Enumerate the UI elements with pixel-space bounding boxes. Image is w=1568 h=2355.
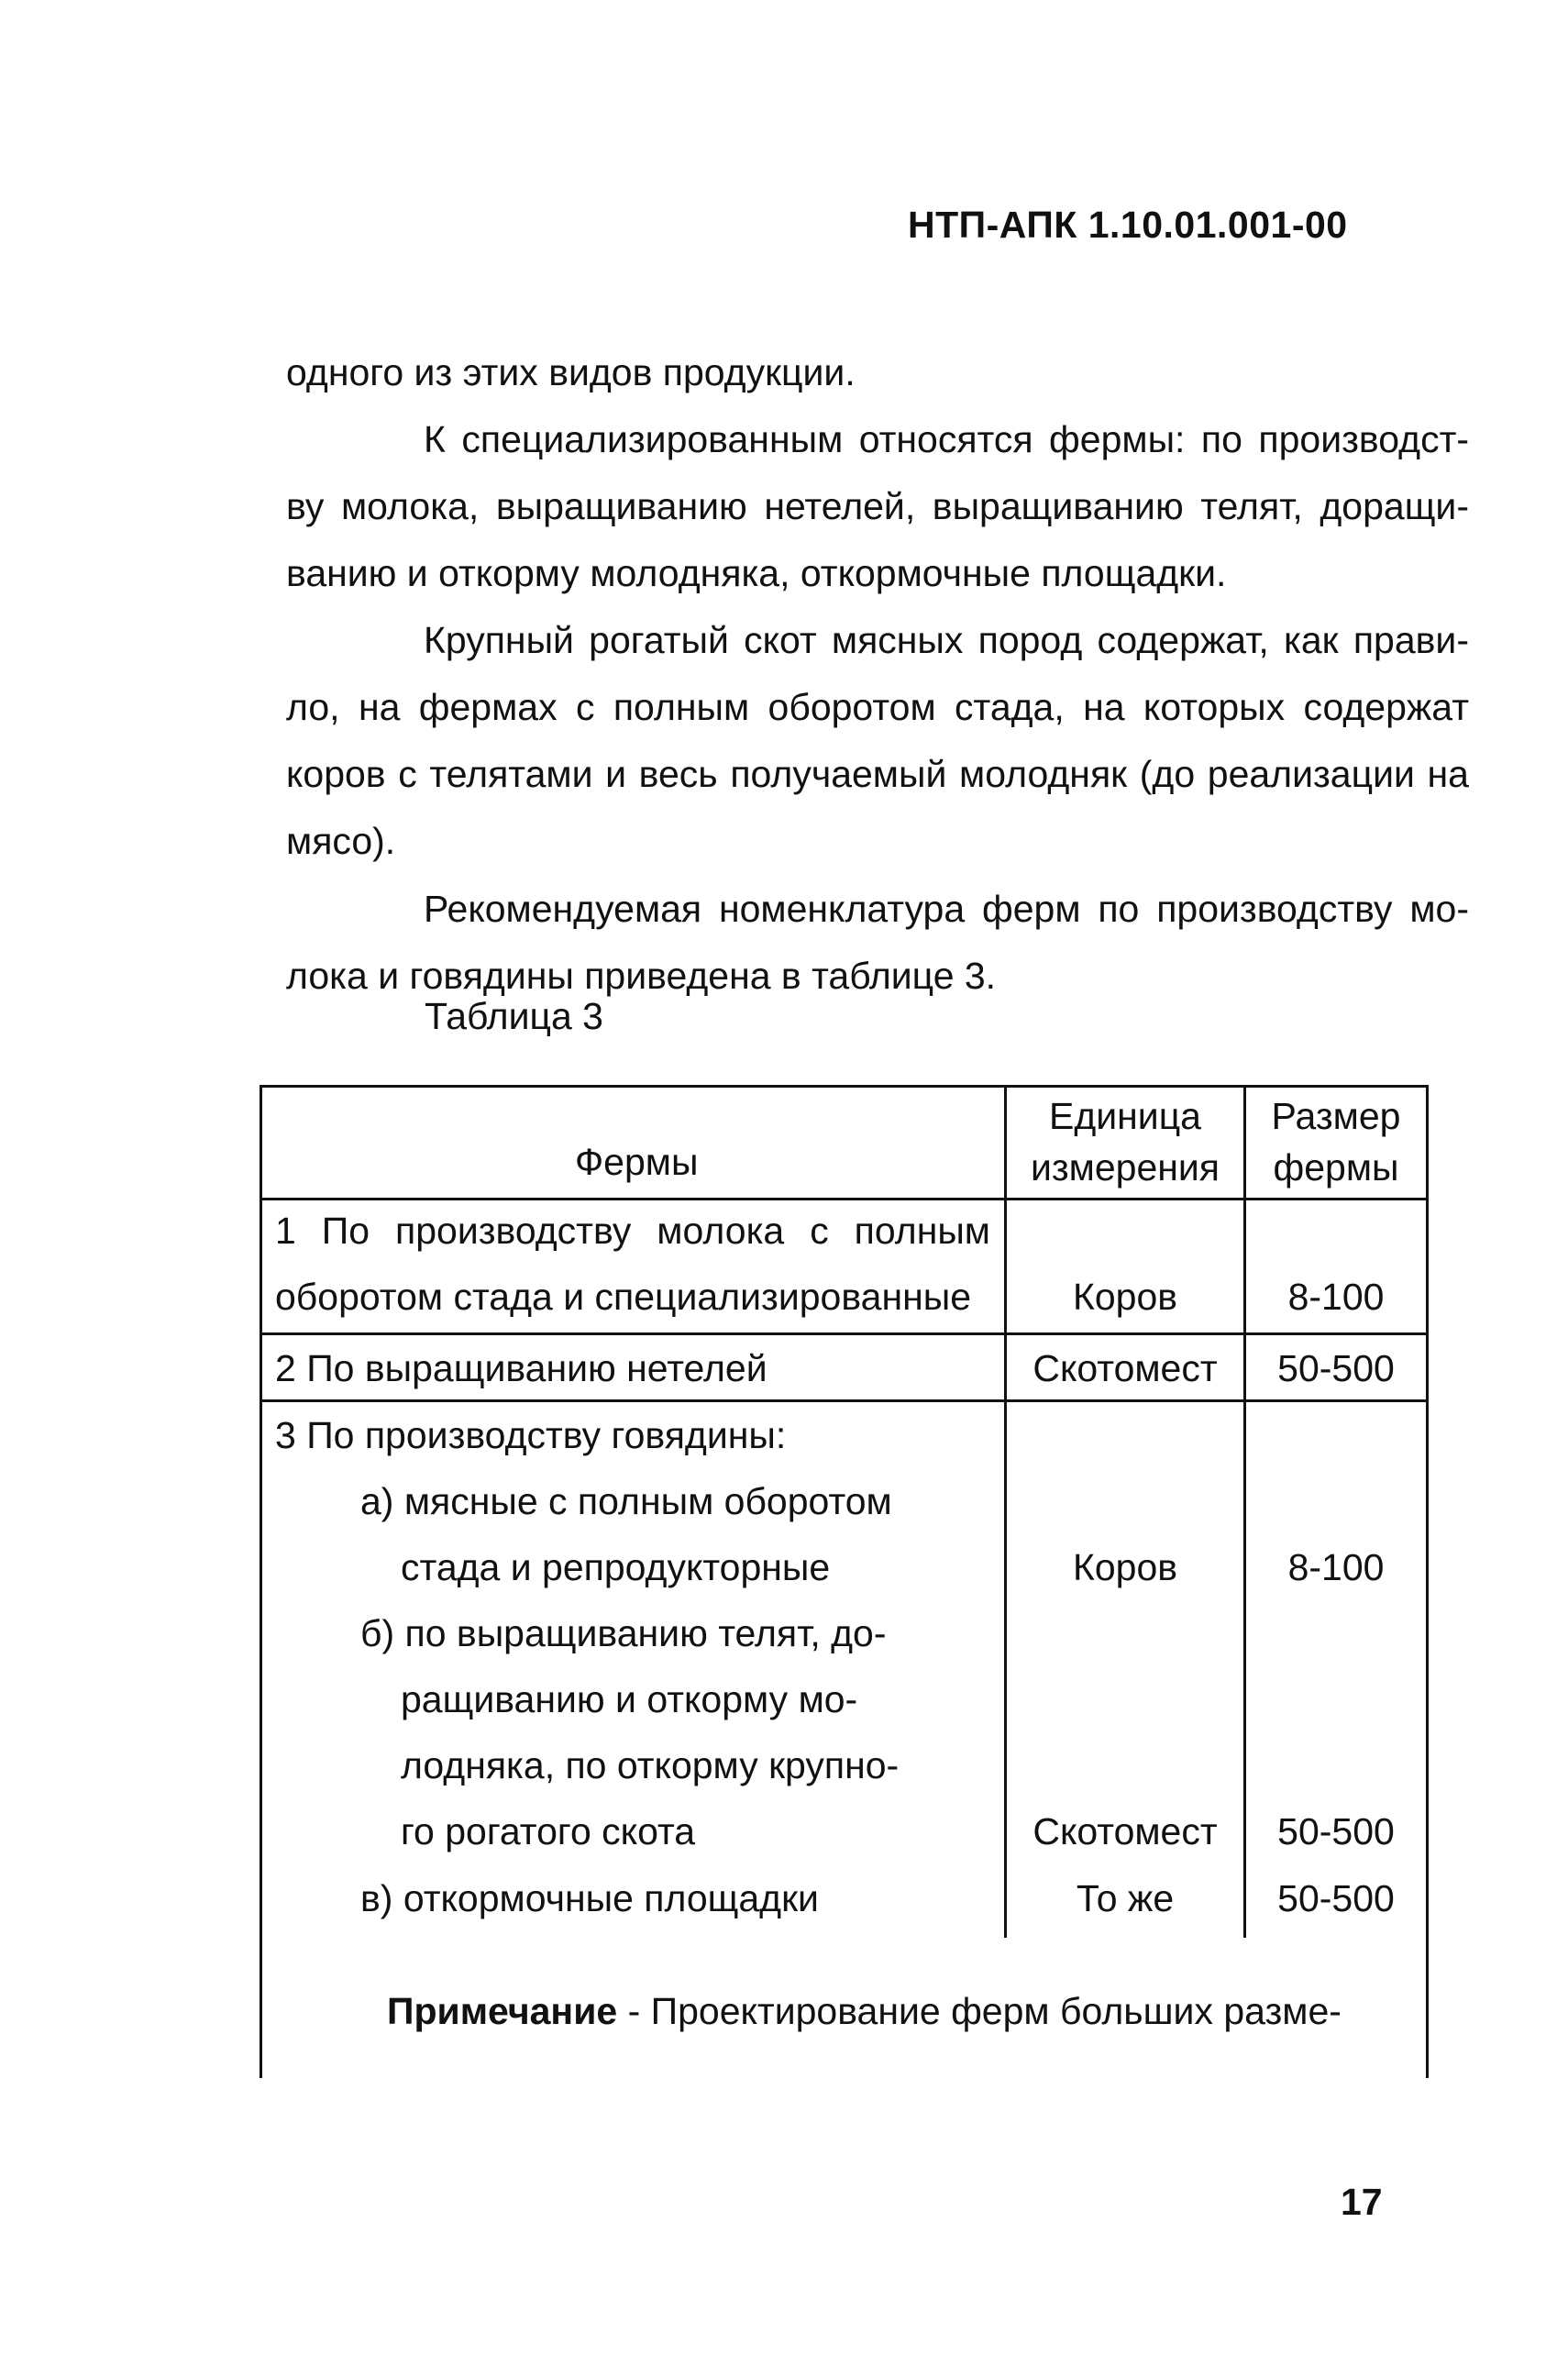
- header-size-line: фермы: [1273, 1146, 1399, 1189]
- paragraph-line: мясо).: [286, 820, 396, 862]
- row3-sub-c: в) откормочные площадки: [360, 1877, 819, 1919]
- table-border-left: [259, 1085, 262, 2078]
- header-unit-line: измерения: [1030, 1146, 1220, 1189]
- row3-sub-a: [360, 1468, 892, 1600]
- table-caption: Таблица 3: [425, 995, 603, 1037]
- row3-sub-a-line: стада и репродукторные: [401, 1546, 831, 1588]
- note-label: Примечание: [387, 1990, 618, 2032]
- paragraph-line: коров с телятами и весь получаемый молодняк (до реализации на: [286, 753, 1469, 795]
- row3-sub-b-size: 50-500: [1277, 1810, 1395, 1852]
- table-border-right: [1426, 1085, 1429, 2078]
- row2-unit: Скотомест: [1032, 1347, 1218, 1389]
- row3-sub-b-line: го рогатого скота: [401, 1810, 696, 1852]
- paragraph-line: ву молока, выращиванию нетелей, выращиванию телят, доращи-: [286, 485, 1469, 527]
- row3-sub-b-unit: Скотомест: [1032, 1810, 1218, 1852]
- paragraph-line: лока и говядины приведена в таблице 3.: [286, 955, 997, 997]
- table-note: [387, 1990, 1342, 2033]
- row3-sub-b: [360, 1600, 899, 1864]
- document-code-header: НТП-АПК 1.10.01.001-00: [908, 204, 1348, 246]
- row1-unit: Коров: [1072, 1276, 1178, 1318]
- row3-sub-a-line: а) мясные с полным оборотом: [360, 1480, 892, 1522]
- row3-sub-b-line: лодняка, по откорму крупно-: [401, 1744, 900, 1786]
- row3-sub-b-line: ращиванию и откорму мо-: [401, 1678, 858, 1720]
- note-text: - Проектирование ферм больших разме-: [617, 1990, 1342, 2032]
- row3-sub-b-line: б) по выращиванию телят, до-: [360, 1612, 887, 1654]
- row2-farm: 2 По выращиванию нетелей: [275, 1347, 767, 1389]
- paragraph-line: ванию и откорму молодняка, откормочные площадки.: [286, 552, 1227, 594]
- row3-sub-a-size: 8-100: [1287, 1546, 1385, 1588]
- row3-sub-c-size: 50-500: [1277, 1877, 1395, 1919]
- row2-size: 50-500: [1277, 1347, 1395, 1389]
- row3-farm-title: 3 По производству говядины:: [275, 1414, 787, 1456]
- page-number: 17: [1341, 2181, 1383, 2223]
- row1-farm-line: оборотом стада и специализированные: [275, 1276, 972, 1318]
- row1-farm-line: 1 По производству молока с полным: [275, 1210, 990, 1252]
- paragraph-beef-cattle: [286, 607, 1469, 875]
- paragraph-line: Крупный рогатый скот мясных пород содержат, как прави-: [424, 619, 1469, 661]
- paragraph-line: ло, на фермах с полным оборотом стада, на которых содержат: [286, 686, 1469, 728]
- paragraph-line: Рекомендуемая номенклатура ферм по производству мо-: [424, 888, 1469, 930]
- header-unit: [1007, 1085, 1243, 1193]
- header-size: [1246, 1085, 1426, 1193]
- header-size-line: Размер: [1271, 1095, 1401, 1137]
- row1-size: 8-100: [1287, 1276, 1385, 1318]
- paragraph-specialized-farms: [286, 406, 1469, 607]
- row1-farm: [275, 1198, 990, 1330]
- row3-sub-c-unit: То же: [1076, 1877, 1175, 1919]
- paragraph-recommended-nomenclature: [286, 876, 1469, 1010]
- row3-sub-a-unit: Коров: [1072, 1546, 1178, 1588]
- header-unit-line: Единица: [1048, 1095, 1201, 1137]
- paragraph-line: К специализированным относятся фермы: по производст-: [424, 418, 1469, 460]
- header-farms: Фермы: [575, 1141, 699, 1183]
- paragraph-continuation: одного из этих видов продукции.: [286, 351, 856, 393]
